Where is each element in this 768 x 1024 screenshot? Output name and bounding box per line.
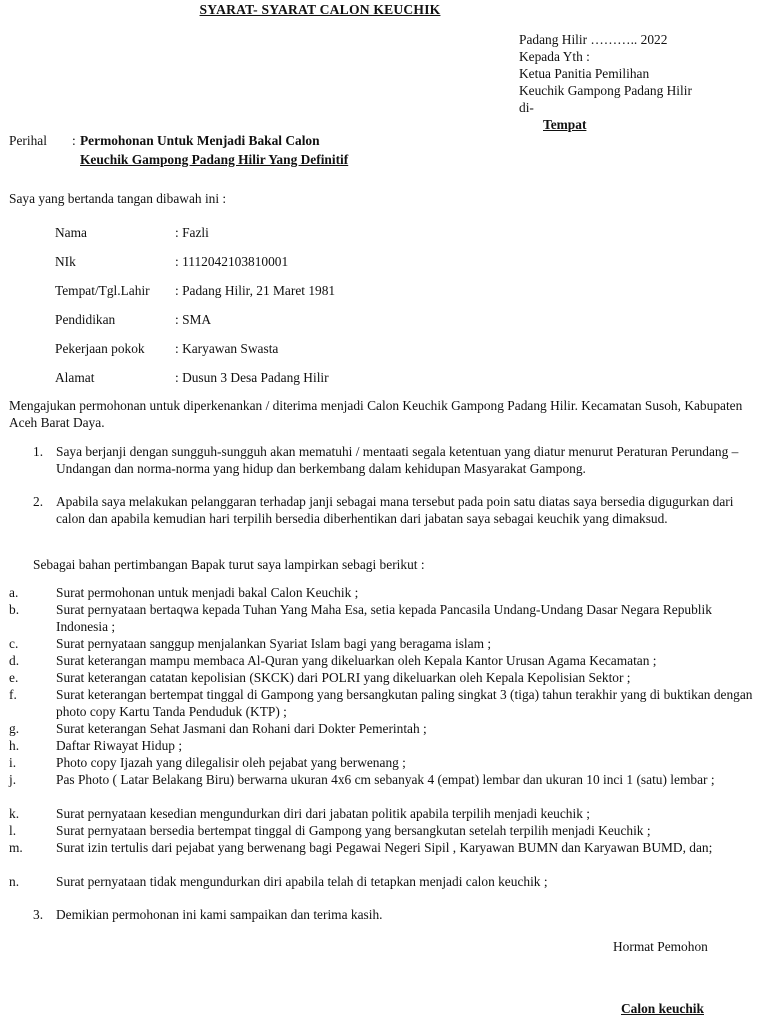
attachment-text: Surat keterangan bertempat tinggal di Gampong yang bersangkutan paling singkat 3 (tiga) tahun terakhir yang di buktikan dengan photo copy Kartu Tanda Penduduk (KTP) ; [56,687,753,719]
to-label: Kepada Yth : [519,49,590,64]
statement-text: Apabila saya melakukan pelanggaran terhadap janji sebagai mana tersebut pada poin satu diatas saya bersedia digugurkan dari calon dan apabila kemudian hari terpilih bersedia diberhentikan dari jabatan saya sebagai keuchik yang dimaksud. [56,494,734,526]
recipient-line-1: Ketua Panitia Pemilihan [519,66,650,81]
attachment-letter: b. [9,602,20,617]
attachment-text: Photo copy Ijazah yang dilegalisir oleh pejabat yang berwenang ; [56,755,406,770]
attachment-letter: m. [9,840,23,855]
bio-value: : Padang Hilir, 21 Maret 1981 [175,283,336,298]
tempat-label: Tempat [543,117,587,132]
attachment-text: Surat pernyataan tidak mengundurkan diri apabila telah di tetapkan menjadi calon keuchik ; [56,874,548,889]
attachment-text: Pas Photo ( Latar Belakang Biru) berwarna ukuran 4x6 cm sebanyak 4 (empat) lembar dan ukuran 10 inci 1 (satu) lembar ; [56,772,715,787]
attachment-text: Surat pernyataan kesedian mengundurkan diri dari jabatan politik apabila terpilih menjadi keuchik ; [56,806,590,821]
attachment-text: Daftar Riwayat Hidup ; [56,738,183,753]
recipient-line-2: Keuchik Gampong Padang Hilir [519,83,692,98]
statement-text: Saya berjanji dengan sungguh-sungguh akan mematuhi / mentaati segala ketentuan yang diatur menurut Peraturan Perundang – Undangan dan norma-norma yang hidup dan berkembang dalam kehidupan Masyarakat Gampong. [56,444,739,476]
attachment-letter: k. [9,806,20,821]
perihal-line-1: Permohonan Untuk Menjadi Bakal Calon [80,133,320,148]
statement-number: 2. [33,494,44,509]
attachments-intro: Sebagai bahan pertimbangan Bapak turut saya lampirkan sebagi berikut : [33,557,425,572]
bio-label: Nama [55,225,87,240]
closing-number: 3. [33,907,44,922]
intro-text: Saya yang bertanda tangan dibawah ini : [9,191,227,206]
attachment-letter: d. [9,653,20,668]
attachment-text: Surat izin tertulis dari pejabat yang berwenang bagi Pegawai Negeri Sipil , Karyawan BUMN dan Karyawan BUMD, dan; [56,840,713,855]
statement-number: 1. [33,444,44,459]
attachment-text: Surat keterangan catatan kepolisian (SKCK) dari POLRI yang dikeluarkan oleh Kepala Kepolisian Sektor ; [56,670,631,685]
signature-greeting: Hormat Pemohon [613,939,708,954]
bio-value: : 1112042103810001 [175,254,289,269]
attachment-letter: i. [9,755,17,770]
attachment-letter: g. [9,721,20,736]
perihal-line-2: Keuchik Gampong Padang Hilir Yang Definitif [80,152,349,167]
bio-label: Pendidikan [55,312,116,327]
attachment-letter: c. [9,636,19,651]
attachment-text: Surat keterangan mampu membaca Al-Quran yang dikeluarkan oleh Kepala Kantor Urusan Agama Kecamatan ; [56,653,657,668]
attachment-text: Surat keterangan Sehat Jasmani dan Rohani dari Dokter Pemerintah ; [56,721,427,736]
attachment-letter: h. [9,738,20,753]
attachment-letter: n. [9,874,20,889]
attachment-text: Surat permohonan untuk menjadi bakal Calon Keuchik ; [56,585,359,600]
document-title: SYARAT- SYARAT CALON KEUCHIK [199,2,441,17]
bio-label: Pekerjaan pokok [55,341,145,356]
bio-label: Tempat/Tgl.Lahir [55,283,150,298]
attachment-letter: a. [9,585,19,600]
perihal-label: Perihal [9,133,47,148]
attachment-letter: j. [9,772,17,787]
attachment-letter: e. [9,670,19,685]
bio-value: : Karyawan Swasta [175,341,279,356]
bio-value: : Dusun 3 Desa Padang Hilir [175,370,329,385]
perihal-separator: : [72,133,76,148]
bio-value: : SMA [175,312,212,327]
bio-label: NIk [55,254,76,269]
request-paragraph: Mengajukan permohonan untuk diperkenankan / diterima menjadi Calon Keuchik Gampong Padang Hilir. Kecamatan Susoh, Kabupaten Aceh Barat Daya. [9,398,743,430]
attachment-text: Surat pernyataan sanggup menjalankan Syariat Islam bagi yang beragama islam ; [56,636,492,651]
closing-text: Demikian permohonan ini kami sampaikan dan terima kasih. [56,907,383,922]
attachment-text: Surat pernyataan bertaqwa kepada Tuhan Yang Maha Esa, setia kepada Pancasila Undang-Undang Dasar Negara Republik Indonesia ; [56,602,712,634]
attachment-letter: l. [9,823,17,838]
attachment-text: Surat pernyataan bersedia bertempat tinggal di Gampong yang bersangkutan setelah terpilih menjadi Keuchik ; [56,823,651,838]
attachment-letter: f. [9,687,17,702]
bio-label: Alamat [55,370,95,385]
signature-role: Calon keuchik [621,1001,704,1016]
place-date: Padang Hilir ……….. 2022 [519,32,668,47]
di-label: di- [519,100,534,115]
bio-value: : Fazli [175,225,209,240]
